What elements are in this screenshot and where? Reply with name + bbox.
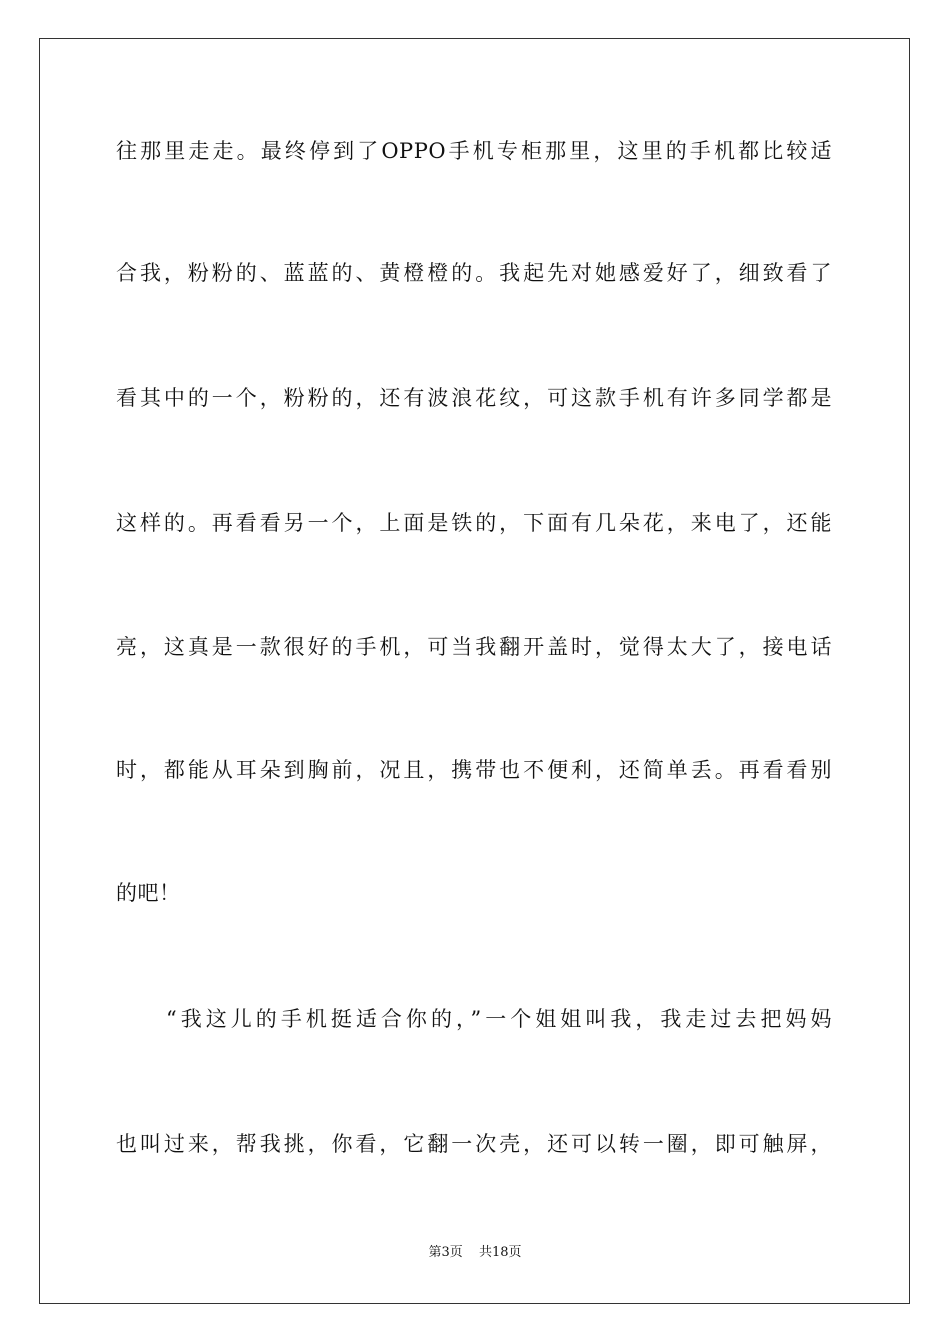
page-number: 第3页 — [428, 1245, 463, 1260]
page-footer — [0, 1244, 950, 1262]
text-line: 往那里走走。最终停到了OPPO手机专柜那里，这里的手机都比较适 — [116, 139, 832, 163]
text-line: “我这儿的手机挺适合你的，”一个姐姐叫我，我走过去把妈妈 — [166, 1007, 832, 1031]
page-frame — [39, 38, 910, 1304]
text-line: 这样的。再看看另一个，上面是铁的，下面有几朵花，来电了，还能 — [116, 511, 832, 535]
text-line: 看其中的一个，粉粉的，还有波浪花纹，可这款手机有许多同学都是 — [116, 386, 832, 410]
text-line: 亮，这真是一款很好的手机，可当我翻开盖时，觉得太大了，接电话 — [116, 635, 832, 659]
page-total: 共18页 — [478, 1245, 522, 1260]
text-line: 也叫过来，帮我挑，你看，它翻一次壳，还可以转一圈，即可触屏， — [116, 1132, 832, 1156]
text-line: 合我，粉粉的、蓝蓝的、黄橙橙的。我起先对她感爱好了，细致看了 — [116, 261, 832, 285]
text-line: 时，都能从耳朵到胸前，况且，携带也不便利，还简单丢。再看看别 — [116, 758, 832, 782]
text-line: 的吧！ — [116, 881, 181, 905]
